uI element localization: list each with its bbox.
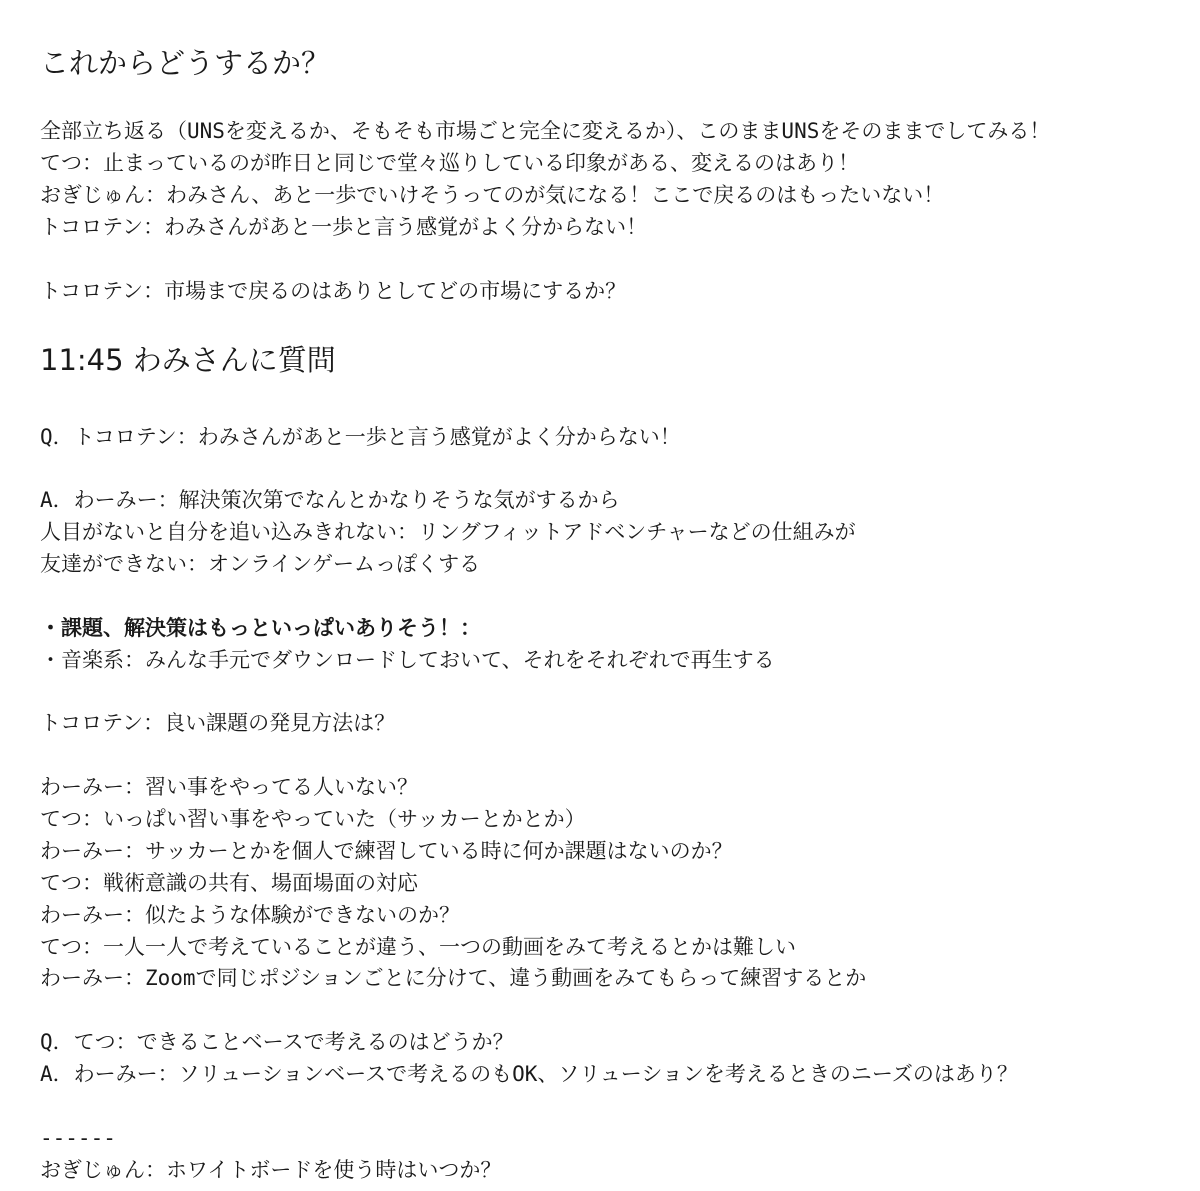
answer-line: A．わーみー：解決策次第でなんとかなりそうな気がするから <box>40 488 620 512</box>
text-line: てつ：止まっているのが昨日と同じで堂々巡りしている印象がある、変えるのはあり！ <box>40 151 859 175</box>
text-line: おぎじゅん：わみさん、あと一歩でいけそうってのが気になる！ここで戻るのはもったいない！ <box>40 183 945 207</box>
section-heading-next-steps: これからどうするか？ <box>40 46 331 80</box>
section-heading-questions: 11:45 わみさんに質問 <box>40 343 336 377</box>
text-line: 全部立ち返る（UNSを変えるか、そもそも市場ごと完全に変えるか）、このままUNSをそのままでしてみる！ <box>40 119 1051 143</box>
text-line: てつ：戦術意識の共有、場面場面の対応 <box>40 871 418 895</box>
text-line: 友達ができない：オンラインゲームっぽくする <box>40 552 481 576</box>
bold-bullet-line: ・課題、解決策はもっといっぱいありそう！： <box>40 616 481 640</box>
text-line: てつ：いっぱい習い事をやっていた（サッカーとかとか） <box>40 807 586 831</box>
text-line: トコロテン：良い課題の発見方法は？ <box>40 711 396 735</box>
text-line: おぎじゅん：ホワイトボードを使う時はいつか？ <box>40 1158 502 1182</box>
text-line: トコロテン：わみさんがあと一歩と言う感覚がよく分からない！ <box>40 215 648 239</box>
text-line: わーみー：サッカーとかを個人で練習している時に何か課題はないのか？ <box>40 839 733 863</box>
question-line: Q．トコロテン：わみさんがあと一歩と言う感覚がよく分からない！ <box>40 425 681 449</box>
text-line: てつ：一人一人で考えていることが違う、一つの動画をみて考えるとかは難しい <box>40 935 796 959</box>
text-line: わーみー：Zoomで同じポジションごとに分けて、違う動画をみてもらって練習するとか <box>40 966 867 990</box>
text-line: 人目がないと自分を追い込みきれない：リングフィットアドベンチャーなどの仕組みが <box>40 520 856 544</box>
question-line: Q．てつ：できることベースで考えるのはどうか？ <box>40 1030 514 1054</box>
answer-line: A．わーみー：ソリューションベースで考えるのもOK、ソリューションを考えるときのニーズのはあり？ <box>40 1062 1018 1086</box>
text-line: トコロテン：市場まで戻るのはありとしてどの市場にするか？ <box>40 279 627 303</box>
text-line: わーみー：似たような体験ができないのか？ <box>40 903 460 927</box>
divider-text: ------ <box>40 1126 116 1150</box>
text-line: わーみー：習い事をやってる人いない？ <box>40 775 418 799</box>
bullet-line: ・音楽系：みんな手元でダウンロードしておいて、それをそれぞれで再生する <box>40 648 775 672</box>
